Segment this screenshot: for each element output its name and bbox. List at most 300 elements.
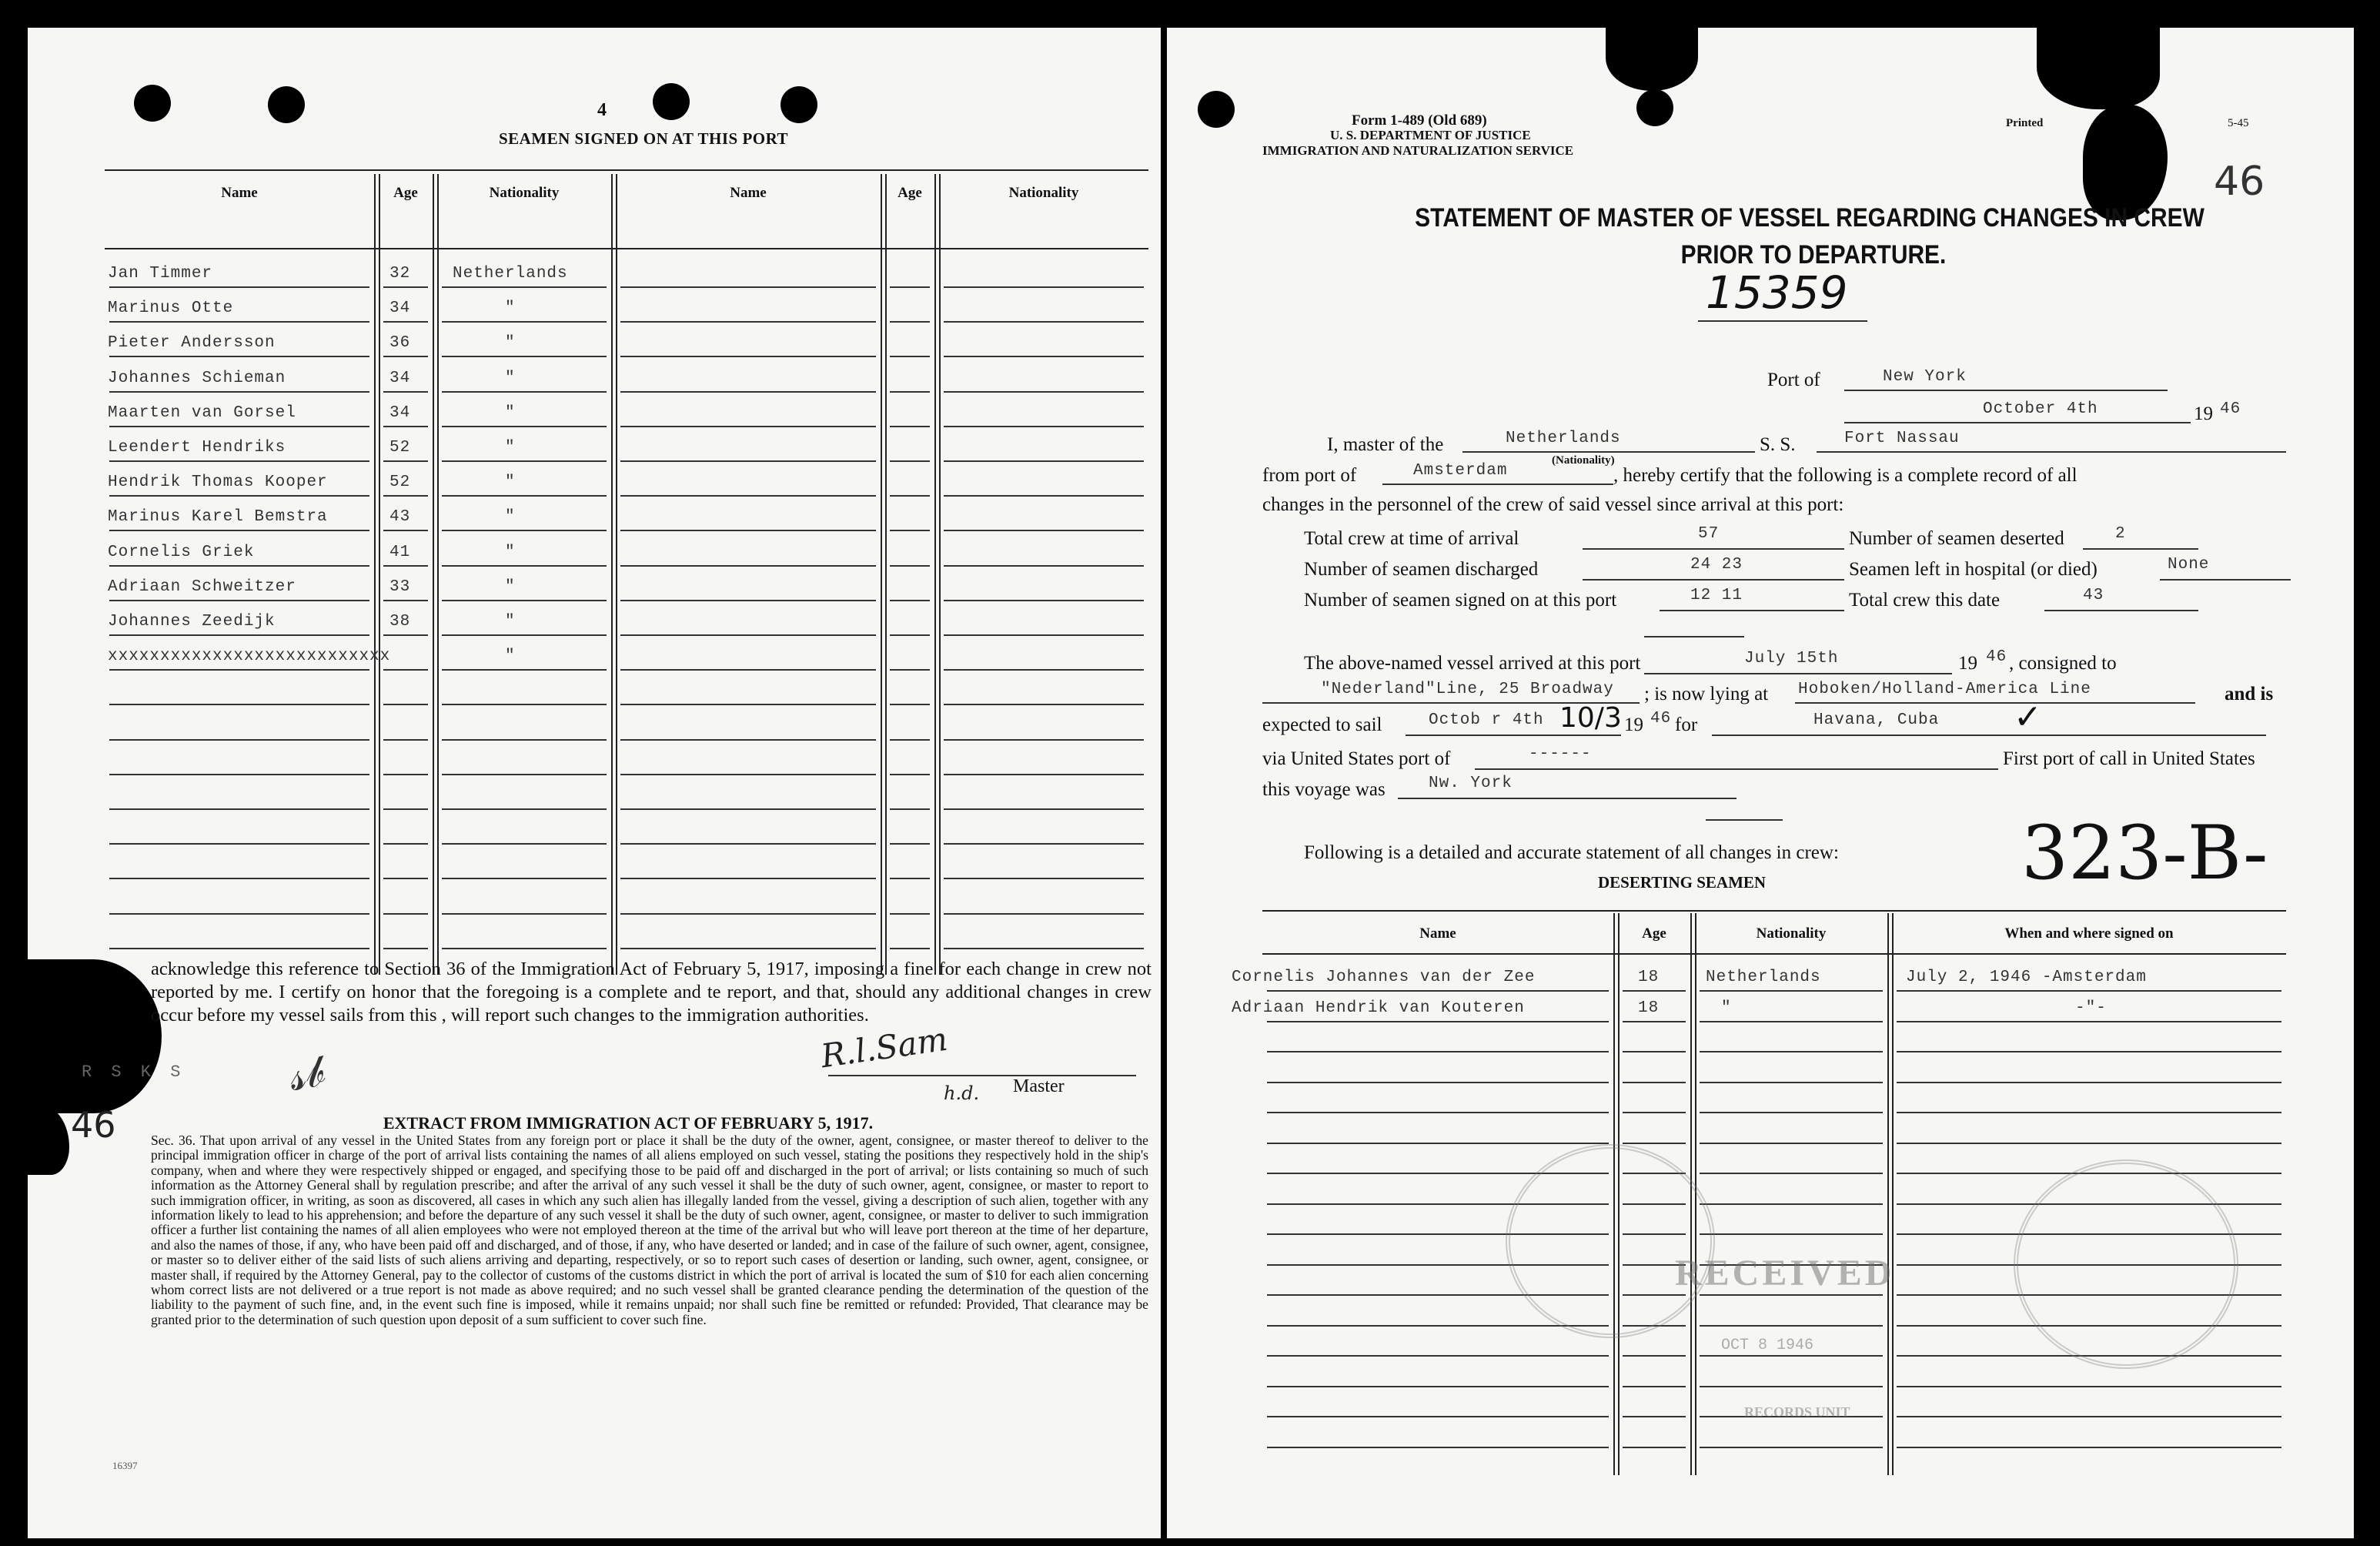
row-line [620,565,876,567]
row-line [1623,1082,1686,1083]
row-line [620,669,876,671]
row-line [620,774,876,775]
row-line [620,808,876,810]
torn-edge [2037,25,2160,109]
seaman-nationality: " [505,474,516,491]
row-line [944,774,1144,775]
row-line [890,391,930,393]
certify-text-2: changes in the personnel of the crew of said vessel since arrival at this port: [1262,494,1844,515]
deserter-nationality: Netherlands [1706,969,1821,986]
punch-hole [781,86,817,123]
seaman-name: Marinus Otte [108,299,234,317]
col-header-nationality: Nationality [489,185,560,201]
row-line [620,913,876,915]
master-of-label: I, master of the [1327,434,1444,455]
deserted-value: 2 [2115,525,2126,543]
deserter-age: 18 [1638,969,1660,986]
row-line [383,843,428,845]
row-line [890,774,930,775]
arrived-label: The above-named vessel arrived at this port [1304,653,1641,674]
row-line [442,600,607,601]
records-unit: RECORDS UNIT [1744,1404,1850,1420]
received-date: OCT 8 1946 [1721,1337,1814,1354]
total-crew-arrival-label: Total crew at time of arrival [1304,528,1519,549]
seaman-name: Adriaan Schweitzer [108,578,296,596]
row-line [1267,1021,1609,1022]
round-stamp-2 [2014,1160,2238,1369]
row-line [944,913,1144,915]
acknowledgement-text: acknowledge this reference to Section 36 of the Immigration Act of February 5, 1917, imposing a fine for each change in crew not reported by me. I certify on honor that the foregoing is a complete and te report, and that, should any additional changes in crew occur before my vessel sails from this , will report such changes to the immigration authorities. [151,959,1152,1026]
row-line [442,356,607,357]
torn-edge [23,959,162,1113]
row-line [620,356,876,357]
row-line [890,426,930,427]
row-line [442,948,607,949]
row-line [1267,1082,1609,1083]
row-line [1897,1447,2281,1448]
row-line [442,460,607,462]
row-line [1897,1051,2281,1052]
master-label: Master [1013,1076,1065,1096]
total-this-date-label: Total crew this date [1849,590,2001,611]
seaman-nationality: " [505,648,516,665]
row-line [944,321,1144,323]
seaman-name: xxxxxxxxxxxxxxxxxxxxxxxxxxx [108,648,391,665]
destination-value: Havana, Cuba [1813,711,1940,729]
col-header-name: Name [221,185,258,201]
row-line [442,530,607,531]
row-line [109,913,369,915]
row-line [1700,1233,1883,1235]
row-line [1897,1082,2281,1083]
row-line [442,495,607,497]
row-line [109,460,369,462]
deserter-age: 18 [1638,999,1660,1017]
deserting-col-name: Name [1419,925,1456,942]
master-signature-initials: h.d. [944,1083,980,1104]
lying-at-label: ; is now lying at [1644,684,1769,704]
row-line [1267,1416,1609,1417]
row-line [890,669,930,671]
seaman-nationality: " [505,370,516,387]
big-handwritten-mark: 323-B- [2021,810,2268,896]
signed-on-value: 12 11 [1690,587,1743,604]
lying-at-value: Hoboken/Holland-America Line [1798,681,2091,698]
seaman-age: 41 [389,544,411,561]
seaman-nationality: " [505,544,516,561]
seaman-name: Leendert Hendriks [108,439,286,457]
printed-label: Printed [2006,117,2044,129]
following-text: Following is a detailed and accurate statement of all changes in crew: [1304,842,1839,863]
row-line [383,808,428,810]
deserter-name: Adriaan Hendrik van Kouteren [1232,999,1525,1017]
row-line [109,321,369,323]
row-line [109,495,369,497]
stamp-code: R S K S [82,1062,186,1082]
via-value: ------ [1529,745,1592,763]
left-page [28,28,1161,1538]
row-line [1700,1051,1883,1052]
row-line [944,426,1144,427]
row-line [109,739,369,741]
row-line [1897,990,2281,992]
row-line [383,600,428,601]
row-line [1623,1447,1686,1448]
deserter-nationality: " [1721,999,1732,1017]
row-line [620,460,876,462]
row-line [442,913,607,915]
round-stamp [1506,1144,1715,1338]
punch-hole [1198,91,1235,128]
seaman-age: 43 [389,508,411,526]
seaman-age: 32 [389,265,411,283]
row-line [109,530,369,531]
row-line [1700,1386,1883,1387]
expected-handwritten: 10/3 [1559,702,1622,734]
row-line [1700,1112,1883,1113]
row-line [109,878,369,879]
seaman-age: 34 [389,404,411,422]
row-line [109,600,369,601]
handwritten-mark-2: 46 [71,1104,116,1146]
row-line [944,739,1144,741]
row-line [1897,1416,2281,1417]
row-line [620,530,876,531]
row-line [1700,1325,1883,1327]
row-line [109,426,369,427]
row-line [383,913,428,915]
seaman-age: 38 [389,613,411,631]
extract-text: Sec. 36. That upon arrival of any vessel in the United States from any foreign port or place it shall be the duty of the owner, agent, consignee, or master thereof to deliver to the principal immigration officer in charge of the port of arrival lists containing the names of all aliens employed on such vessel, stating the positions they respectively hold in the ship's company, when and where they were respectively shipped or engaged, and specifying those to be paid off and discharged in the port of arrival; or lists containing so much of such information as the Attorney General shall by regulation prescribe; and after the arrival of any such vessel it shall be the duty of such owner, agent, consignee, or master to report to such immigration officer, in writing, as soon as discovered, all cases in which any such alien has illegally landed from the vessel, giving a description of such alien, together with any information likely to lead to his apprehension; and before the departure of any such vessel it shall be the duty of such owner, agent, consignee, or master to deliver to such immigration officer a further list containing the names of all alien employees who were not employed thereon at the time of the arrival but who will leave port thereon at the time of her departure, and also the names of those, if any, who have been paid off and discharged, and of those, if any, who have deserted or landed; and in case of the failure of such owner, agent, consignee, or master so to deliver either of the said lists of such aliens arriving and departing, respectively, or so to report such cases of desertion or landing, such owner, agent, consignee, or master shall, if required by the Attorney General, pay to the collector of customs of the customs district in which the port of arrival is located the sum of $10 for each alien concerning whom correct lists are not delivered or a true report is not made as above required; and no such vessel shall be granted clearance pending the determination of the question of the liability to the payment of such fine, and, in the event such fine is imposed, while it remains unpaid; nor shall such fine be remitted or refunded: Provided, That clearance may be granted prior to the determination of such question upon deposit of a sum sufficient to cover such fine. [151,1133,1148,1327]
seaman-age: 34 [389,370,411,387]
seaman-name: Maarten van Gorsel [108,404,296,422]
expected-year: 46 [1650,710,1672,728]
row-line [890,808,930,810]
row-line [383,460,428,462]
extract-title: EXTRACT FROM IMMIGRATION ACT OF FEBRUARY 5, 1917. [383,1113,874,1133]
row-line [1897,1021,2281,1022]
seaman-name: Pieter Andersson [108,334,276,352]
seaman-name: Cornelis Griek [108,544,255,561]
row-line [1700,990,1883,992]
row-line [944,286,1144,288]
row-line [442,565,607,567]
punch-hole [134,85,171,122]
row-line [383,391,428,393]
row-line [944,843,1144,845]
row-line [1267,1051,1609,1052]
row-line [442,669,607,671]
seaman-name: Johannes Zeedijk [108,613,276,631]
row-line [383,321,428,323]
row-line [890,600,930,601]
row-line [620,948,876,949]
nationality-label: (Nationality) [1552,454,1615,467]
row-line [109,704,369,705]
row-line [1897,1112,2281,1113]
row-line [442,704,607,705]
arrived-year: 46 [1986,648,2007,666]
received-stamp: RECEIVED [1675,1253,1895,1293]
row-line [890,704,930,705]
row-line [620,600,876,601]
deserting-col-nationality: Nationality [1756,925,1827,942]
row-line [442,321,607,323]
row-line [383,669,428,671]
row-line [944,495,1144,497]
department: U. S. DEPARTMENT OF JUSTICE [1330,128,1531,142]
form-title: STATEMENT OF MASTER OF VESSEL REGARDING CHANGES IN CREW [1415,203,2205,233]
row-line [442,808,607,810]
row-line [890,286,930,288]
row-line [890,356,930,357]
seaman-nationality: " [505,299,516,317]
row-line [1623,990,1686,992]
arrived-year-prefix: 19 [1958,653,1977,674]
ss-label: S. S. [1760,434,1796,455]
row-line [1897,1143,2281,1144]
row-line [383,704,428,705]
row-line [620,634,876,636]
expected-date: Octob r 4th [1429,711,1544,729]
hospital-label: Seamen left in hospital (or died) [1849,559,2098,580]
row-line [1623,1143,1686,1144]
year-prefix: 19 [2194,403,2213,424]
seaman-age: 34 [389,299,411,317]
punch-hole [1636,89,1673,126]
row-line [109,774,369,775]
seaman-age: 33 [389,578,411,596]
row-line [620,321,876,323]
via-label: via United States port of [1262,748,1451,769]
row-line [109,948,369,949]
row-line [944,704,1144,705]
deserting-col-age: Age [1642,925,1666,942]
form-title-2: PRIOR TO DEPARTURE. [1680,240,1947,269]
seaman-name: Hendrik Thomas Kooper [108,474,328,491]
discharged-value: 24 23 [1690,556,1743,574]
punch-hole [268,86,305,123]
row-line [383,948,428,949]
deserting-col-signed: When and where signed on [2004,925,2174,942]
vessel-nationality: Netherlands [1506,430,1621,447]
row-line [890,843,930,845]
seaman-name: Marinus Karel Bemstra [108,508,328,526]
row-line [383,426,428,427]
deserted-label: Number of seamen deserted [1849,528,2064,549]
row-line [1623,1355,1686,1357]
row-line [109,634,369,636]
expected-year-prefix: 19 [1624,714,1643,735]
for-label: for [1675,714,1698,735]
row-line [944,669,1144,671]
voyage-label: this voyage was [1262,779,1386,800]
row-line [109,669,369,671]
seaman-age: 36 [389,334,411,352]
consignee-value: "Nederland"Line, 25 Broadway [1321,681,1614,698]
row-line [620,843,876,845]
row-line [1700,1294,1883,1296]
consigned-label: , consigned to [2009,653,2117,674]
col-header-age-2: Age [898,185,922,201]
row-line [890,913,930,915]
row-line [1267,1447,1609,1448]
voyage-value: Nw. York [1429,775,1513,792]
seaman-nationality: " [505,613,516,631]
handwritten-number: 15359 [1706,266,1848,319]
printed-date: 5-45 [2228,117,2249,129]
row-line [1623,1416,1686,1417]
row-line [383,774,428,775]
row-line [1267,1143,1609,1144]
row-line [944,565,1144,567]
row-line [890,495,930,497]
row-line [944,356,1144,357]
deserter-signed-on: July 2, 1946 -Amsterdam [1906,969,2147,986]
row-line [890,460,930,462]
row-line [620,704,876,705]
seaman-name: Johannes Schieman [108,370,286,387]
row-line [383,286,428,288]
footer-mark: 16397 [112,1460,138,1471]
row-line [109,391,369,393]
row-line [383,739,428,741]
row-line [620,286,876,288]
row-line [442,843,607,845]
vessel-name: Fort Nassau [1844,430,1960,447]
punch-hole [653,83,690,120]
row-line [383,356,428,357]
seaman-name: Jan Timmer [108,265,213,283]
row-line [383,565,428,567]
right-page [1167,28,2354,1538]
row-line [442,739,607,741]
discharged-label: Number of seamen discharged [1304,559,1539,580]
row-line [1700,1203,1883,1205]
torn-edge [23,1106,69,1175]
total-this-date-value: 43 [2083,587,2104,604]
row-line [620,878,876,879]
row-line [1623,1021,1686,1022]
row-line [944,600,1144,601]
row-line [1267,990,1609,992]
deserter-signed-on: -"- [2075,999,2107,1017]
row-line [1700,1355,1883,1357]
row-line [442,634,607,636]
row-line [1267,1386,1609,1387]
row-line [109,286,369,288]
and-is-label: and is [2225,684,2274,704]
seaman-nationality: " [505,439,516,457]
year-value: 46 [2220,400,2241,418]
row-line [383,495,428,497]
page-number: 4 [597,100,607,120]
row-line [620,426,876,427]
seaman-nationality: Netherlands [453,265,568,283]
row-line [1623,1112,1686,1113]
seaman-age: 52 [389,474,411,491]
row-line [944,878,1144,879]
first-port-label: First port of call in United States [2003,748,2255,769]
deserting-title: DESERTING SEAMEN [1598,873,1767,892]
arrived-date: July 15th [1744,650,1839,668]
master-signature: R.l.Sam [818,1019,951,1076]
col-header-nationality-2: Nationality [1008,185,1079,201]
seaman-nationality: " [505,404,516,422]
row-line [109,808,369,810]
row-line [109,356,369,357]
row-line [442,391,607,393]
row-line [944,391,1144,393]
row-line [442,878,607,879]
row-line [890,530,930,531]
row-line [383,634,428,636]
row-line [944,634,1144,636]
col-header-name-2: Name [730,185,767,201]
row-line [890,948,930,949]
handwritten-mark: 𝓈𝒷 [285,1046,328,1102]
row-line [442,774,607,775]
row-line [890,739,930,741]
row-line [1700,1021,1883,1022]
from-port-label: from port of [1262,465,1357,486]
total-crew-arrival-value: 57 [1698,525,1720,543]
row-line [1623,1051,1686,1052]
expected-label: expected to sail [1262,714,1382,735]
torn-edge [1606,25,1698,91]
form-number: Form 1-489 (Old 689) [1352,112,1487,129]
row-line [890,565,930,567]
row-line [1700,1143,1883,1144]
row-line [1623,1386,1686,1387]
row-line [944,808,1144,810]
row-line [620,495,876,497]
row-line [890,634,930,636]
check-mark: ✓ [2014,698,2042,737]
row-line [944,530,1144,531]
row-line [1700,1082,1883,1083]
row-line [383,530,428,531]
service: IMMIGRATION AND NATURALIZATION SERVICE [1262,143,1574,158]
signed-on-label: Number of seamen signed on at this port [1304,590,1617,611]
seaman-age: 52 [389,439,411,457]
seaman-nationality: " [505,334,516,352]
row-line [890,878,930,879]
seaman-nationality: " [505,578,516,596]
row-line [383,878,428,879]
row-line [620,739,876,741]
row-line [944,460,1144,462]
col-header-age: Age [393,185,418,201]
date-value: October 4th [1983,400,2098,418]
row-line [109,843,369,845]
corner-number: 46 [2214,159,2265,205]
row-line [1700,1173,1883,1174]
row-line [1897,1386,2281,1387]
row-line [890,321,930,323]
deserter-name: Cornelis Johannes van der Zee [1232,969,1536,986]
row-line [1700,1447,1883,1448]
row-line [1267,1112,1609,1113]
section-title: SEAMEN SIGNED ON AT THIS PORT [498,129,789,148]
row-line [109,565,369,567]
row-line [944,948,1144,949]
row-line [442,286,607,288]
hospital-value: None [2168,556,2210,574]
row-line [1267,1355,1609,1357]
port-label: Port of [1767,370,1820,390]
from-port-value: Amsterdam [1413,462,1508,480]
